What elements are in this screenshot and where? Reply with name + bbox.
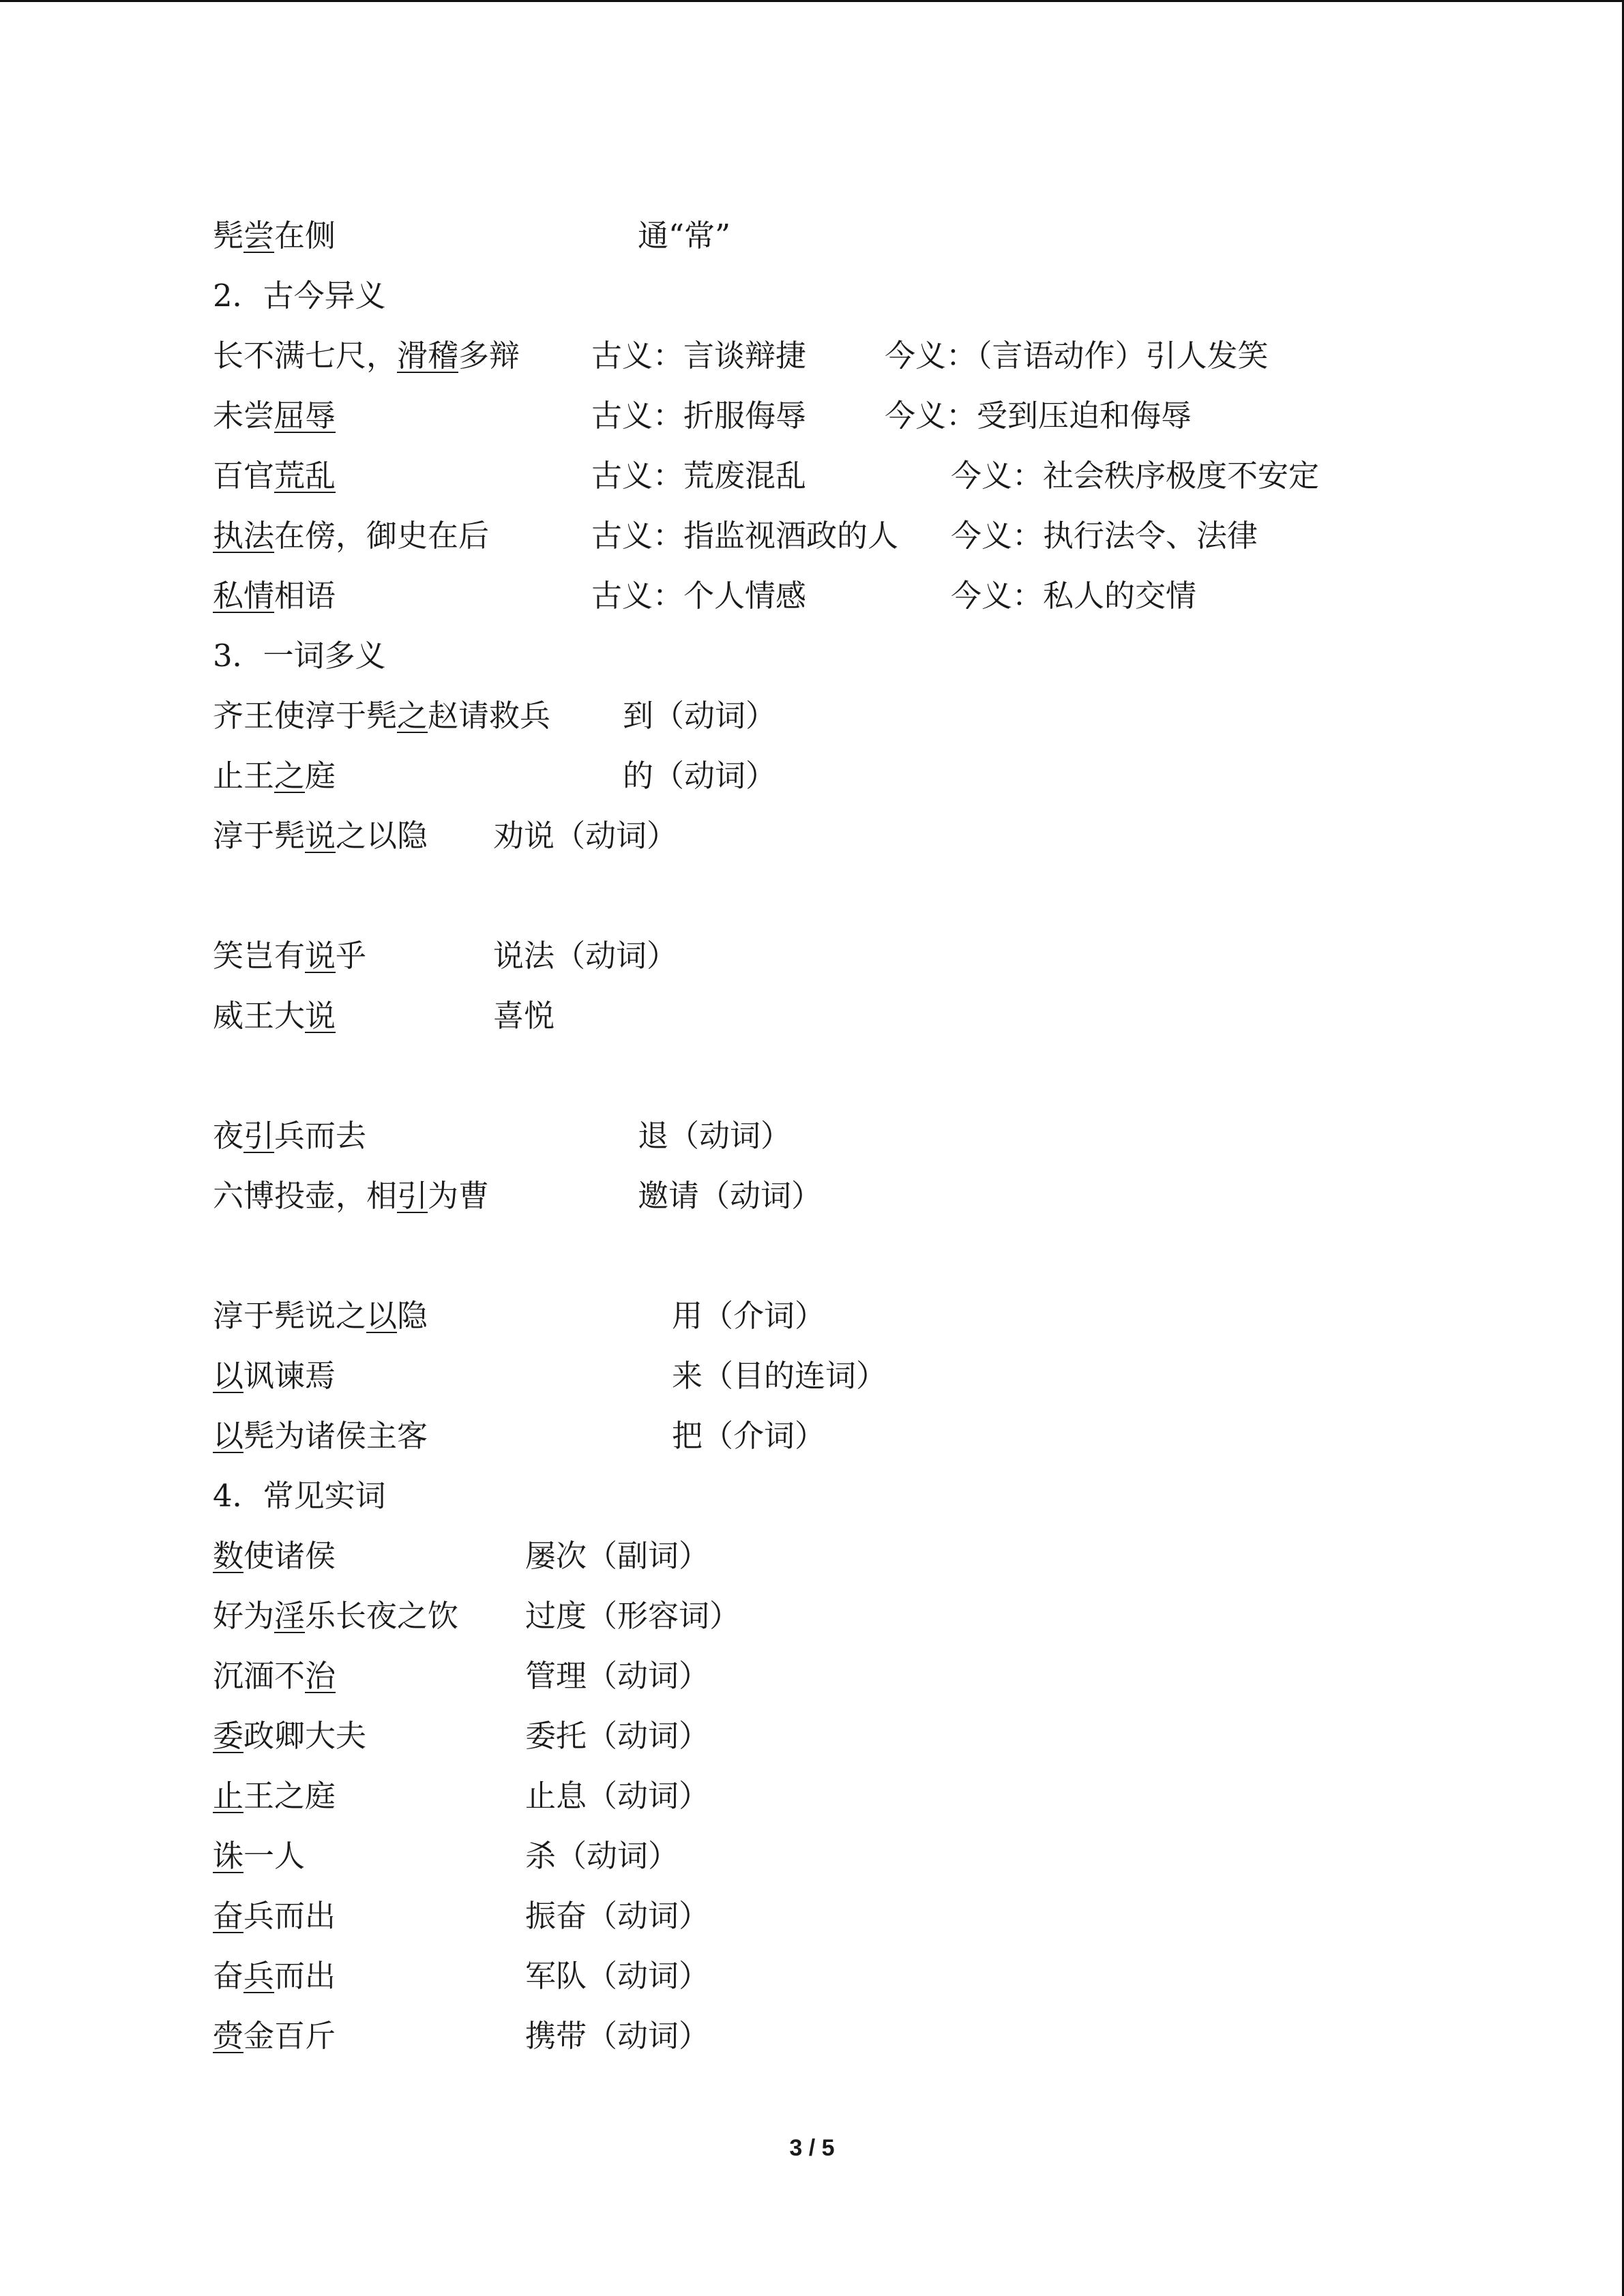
explanation: 用（介词）	[672, 1298, 826, 1334]
example-sentence	[213, 1418, 428, 1454]
example-sentence	[213, 1778, 336, 1814]
sentence-text: 威王大	[213, 998, 306, 1034]
sentence-text: 未尝	[213, 398, 275, 434]
ancient-meaning: 古义：个人情感	[591, 578, 807, 614]
example-line	[213, 446, 1320, 506]
sentence-text: 奋	[213, 1958, 244, 1994]
underlined-word: 诛	[213, 1838, 244, 1874]
sentence-text: 为曹	[428, 1178, 490, 1214]
example-line	[213, 2006, 710, 2066]
modern-meaning: 今义：执行法令、法律	[951, 518, 1258, 554]
explanation: 到（动词）	[623, 698, 777, 734]
example-sentence	[213, 998, 336, 1034]
example-line	[213, 1406, 826, 1466]
underlined-word: 引	[243, 1118, 275, 1154]
example-sentence	[213, 338, 520, 374]
explanation: 携带（动词）	[525, 2018, 710, 2054]
sentence-text: 乎	[336, 938, 367, 974]
example-line	[213, 686, 777, 746]
underlined-word: 说	[305, 938, 336, 974]
underlined-word: 尝	[243, 218, 275, 254]
sentence-text: 止王	[213, 758, 275, 794]
explanation: 止息（动词）	[525, 1778, 710, 1814]
example-line	[213, 1286, 826, 1346]
example-sentence	[213, 518, 489, 554]
ancient-meaning: 古义：言谈辩捷	[591, 338, 807, 374]
modern-meaning: 今义：受到压迫和侮辱	[885, 398, 1192, 434]
example-line	[213, 1706, 710, 1766]
underlined-word: 赍	[213, 2018, 244, 2054]
modern-meaning: 今义：（言语动作）引人发笑	[885, 338, 1269, 374]
explanation: 喜悦	[493, 998, 555, 1034]
underlined-word: 治	[305, 1658, 336, 1694]
underlined-word: 说	[305, 818, 336, 854]
example-line	[213, 1886, 710, 1946]
sentence-text: 沉湎不	[213, 1658, 306, 1694]
underlined-word: 数	[213, 1538, 244, 1574]
underlined-word: 以	[213, 1418, 244, 1454]
example-line	[213, 566, 1197, 626]
ancient-meaning: 古义：荒废混乱	[591, 458, 807, 494]
example-line	[213, 986, 555, 1046]
sentence-text: 相语	[274, 578, 336, 614]
explanation: 过度（形容词）	[525, 1598, 741, 1634]
example-sentence	[213, 758, 336, 794]
modern-meaning: 今义：社会秩序极度不安定	[951, 458, 1320, 494]
sentence-text: 金百斤	[243, 2018, 336, 2054]
underlined-word: 荒乱	[274, 458, 336, 494]
example-line	[213, 1346, 887, 1406]
example-line	[213, 506, 1258, 566]
sentence-text: 长不满七尺，	[213, 338, 398, 374]
sentence-text: 兵而去	[274, 1118, 367, 1154]
explanation: 通“常”	[638, 218, 731, 254]
example-sentence	[213, 1898, 336, 1934]
sentence-text: 王之庭	[243, 1778, 336, 1814]
example-sentence	[213, 1538, 336, 1574]
sentence-text: 在傍，御史在后	[274, 518, 490, 554]
example-sentence	[213, 1118, 366, 1154]
explanation: 屡次（副词）	[525, 1538, 710, 1574]
example-sentence	[213, 1958, 336, 1994]
example-line	[213, 1646, 710, 1706]
example-sentence	[213, 818, 428, 854]
underlined-word: 兵	[243, 1958, 275, 1994]
underlined-word: 以	[213, 1358, 244, 1394]
example-sentence	[213, 1658, 336, 1694]
explanation: 的（动词）	[623, 758, 777, 794]
sentence-text: 在侧	[274, 218, 336, 254]
explanation: 管理（动词）	[525, 1658, 710, 1694]
underlined-word: 之	[274, 758, 306, 794]
underlined-word: 淫	[274, 1598, 306, 1634]
underlined-word: 私情	[213, 578, 275, 614]
explanation: 把（介词）	[672, 1418, 826, 1454]
example-sentence	[213, 1298, 428, 1334]
underlined-word: 止	[213, 1778, 244, 1814]
sentence-text: 之以隐	[336, 818, 428, 854]
sentence-text: 兵而出	[243, 1898, 336, 1934]
example-line	[213, 326, 1269, 386]
underlined-word: 委	[213, 1718, 244, 1754]
sentence-text: 讽谏焉	[243, 1358, 336, 1394]
example-line	[213, 1166, 823, 1226]
example-line	[213, 1586, 741, 1646]
example-sentence	[213, 218, 336, 254]
page-number: 3 / 5	[789, 2135, 835, 2161]
explanation: 邀请（动词）	[638, 1178, 823, 1214]
explanation: 军队（动词）	[525, 1958, 710, 1994]
sentence-text: 夜	[213, 1118, 244, 1154]
underlined-word: 滑稽	[397, 338, 459, 374]
example-sentence	[213, 2018, 336, 2054]
example-sentence	[213, 578, 336, 614]
ancient-meaning: 古义：指监视酒政的人	[591, 518, 899, 554]
example-line	[213, 1526, 710, 1586]
example-line	[213, 806, 678, 866]
example-sentence	[213, 1178, 489, 1214]
underlined-word: 说	[305, 998, 336, 1034]
example-sentence	[213, 1838, 305, 1874]
explanation: 振奋（动词）	[525, 1898, 710, 1934]
example-sentence	[213, 1358, 336, 1394]
sentence-text: 淳于髡说之	[213, 1298, 367, 1334]
example-sentence	[213, 938, 366, 974]
explanation: 杀（动词）	[525, 1838, 679, 1874]
example-line	[213, 1826, 679, 1886]
sentence-text: 多辩	[458, 338, 520, 374]
sentence-text: 齐王使淳于髡	[213, 698, 398, 734]
explanation: 委托（动词）	[525, 1718, 710, 1754]
section-heading: 3．一词多义	[213, 638, 386, 674]
sentence-text: 而出	[274, 1958, 336, 1994]
explanation: 劝说（动词）	[493, 818, 678, 854]
sentence-text: 好为	[213, 1598, 275, 1634]
sentence-text: 六博投壶，相	[213, 1178, 398, 1214]
underlined-word: 屈辱	[274, 398, 336, 434]
sentence-text: 乐长夜之饮	[305, 1598, 459, 1634]
sentence-text: 一人	[243, 1838, 306, 1874]
sentence-text: 隐	[397, 1298, 428, 1334]
example-sentence	[213, 1598, 458, 1634]
sentence-text: 笑岂有	[213, 938, 306, 974]
section-heading: 2．古今异义	[213, 278, 386, 314]
example-line	[213, 746, 777, 806]
ancient-meaning: 古义：折服侮辱	[591, 398, 807, 434]
explanation: 退（动词）	[638, 1118, 792, 1154]
sentence-text: 髡为诸侯主客	[243, 1418, 428, 1454]
modern-meaning: 今义：私人的交情	[951, 578, 1197, 614]
underlined-word: 奋	[213, 1898, 244, 1934]
example-line	[213, 386, 1192, 446]
example-line	[213, 1946, 710, 2006]
example-line	[213, 1106, 792, 1166]
example-line	[213, 926, 678, 986]
underlined-word: 引	[397, 1178, 428, 1214]
example-sentence	[213, 398, 336, 434]
example-sentence	[213, 458, 336, 494]
underlined-word: 以	[366, 1298, 398, 1334]
sentence-text: 赵请救兵	[428, 698, 551, 734]
underlined-word: 之	[397, 698, 428, 734]
underlined-word: 执法	[213, 518, 275, 554]
sentence-text: 淳于髡	[213, 818, 306, 854]
sentence-text: 庭	[305, 758, 336, 794]
example-line	[213, 206, 731, 266]
sentence-text: 政卿大夫	[243, 1718, 367, 1754]
section-heading: 4．常见实词	[213, 1478, 386, 1514]
sentence-text: 百官	[213, 458, 275, 494]
sentence-text: 使诸侯	[243, 1538, 336, 1574]
sentence-text: 髡	[213, 218, 244, 254]
example-line	[213, 1766, 710, 1826]
explanation: 来（目的连词）	[672, 1358, 887, 1394]
example-sentence	[213, 698, 550, 734]
explanation: 说法（动词）	[493, 938, 678, 974]
example-sentence	[213, 1718, 366, 1754]
